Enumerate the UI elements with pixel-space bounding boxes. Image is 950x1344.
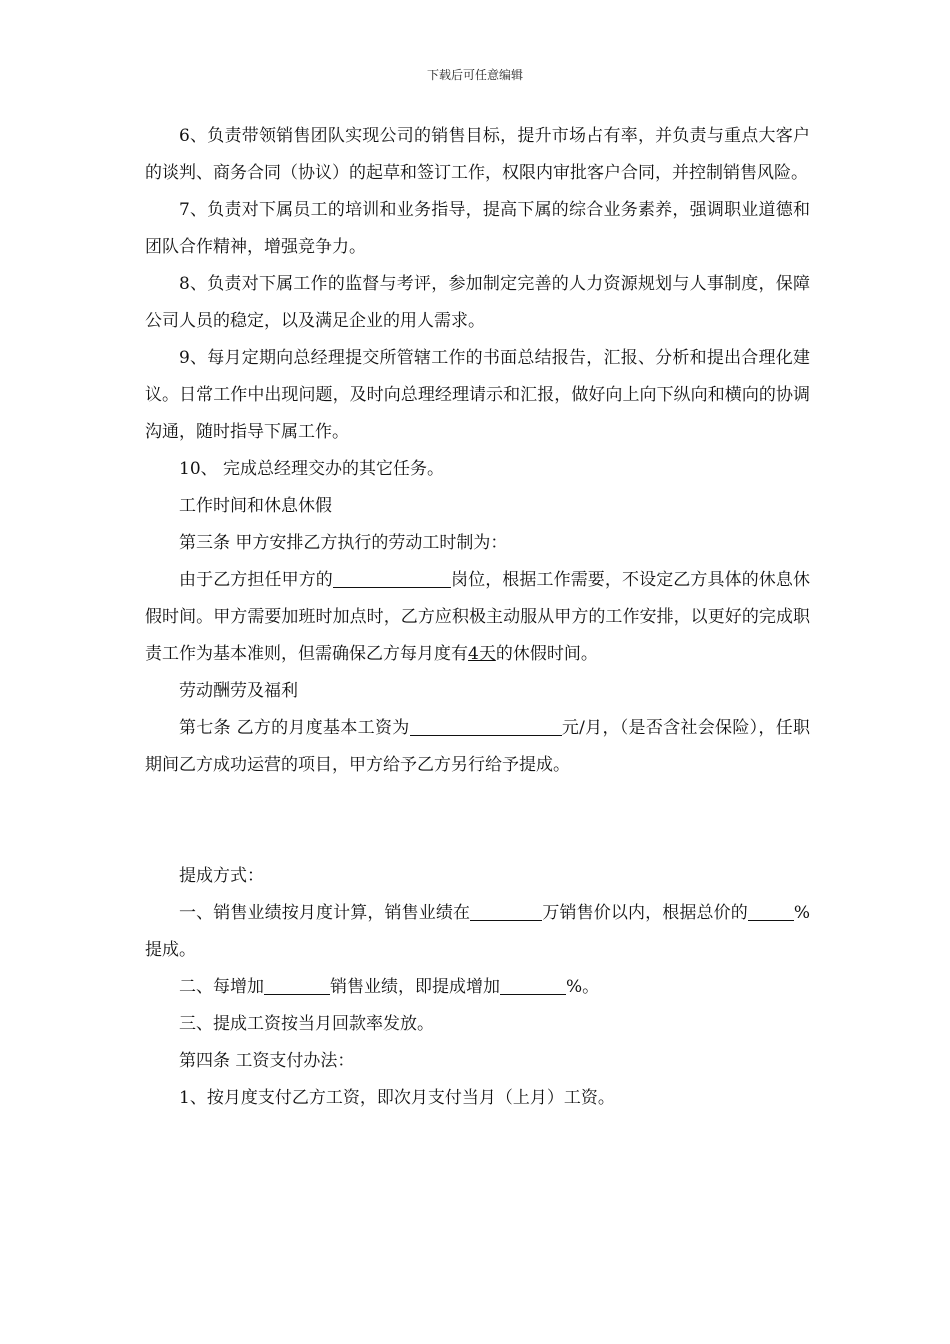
blank-increment-rate-field[interactable]: [500, 976, 566, 995]
blank-sales-threshold-field[interactable]: [470, 902, 542, 921]
blank-commission-rate-field[interactable]: [748, 902, 794, 921]
article-3: 第三条 甲方安排乙方执行的劳动工时制为：: [179, 533, 508, 553]
blank-salary-field[interactable]: [410, 717, 562, 736]
spacer: [145, 784, 810, 858]
paragraph-post-hours: [145, 562, 810, 673]
page-header: 下载后可任意编辑: [426, 68, 523, 82]
paragraph-duty-10: 10、 完成总经理交办的其它任务。: [179, 459, 445, 479]
paragraph-duty-6: 6、负责带领销售团队实现公司的销售目标，提升市场占有率，并负责与重点大客户的谈判、商务合同（协议）的起草和签订工作，权限内审批客户合同，并控制销售风险。: [145, 126, 810, 183]
text-segment: %提成。: [145, 903, 811, 960]
text-segment: 由于乙方担任甲方的: [179, 570, 333, 590]
article-7-salary: [145, 710, 810, 784]
paragraph-duty-8: 8、负责对下属工作的监督与考评，参加制定完善的人力资源规划与人事制度，保障公司人员的稳定，以及满足企业的用人需求。: [145, 274, 810, 331]
blank-increment-field[interactable]: [264, 976, 330, 995]
section-heading-salary: 劳动酬劳及福利: [179, 681, 298, 701]
text-segment: %。: [566, 977, 600, 997]
article-4: 第四条 工资支付办法：: [179, 1051, 355, 1071]
payment-item-1: 1、按月度支付乙方工资，即次月支付当月（上月）工资。: [179, 1088, 615, 1108]
commission-item-3: 三、提成工资按当月回款率发放。: [179, 1014, 434, 1034]
paragraph-duty-7: 7、负责对下属员工的培训和业务指导，提高下属的综合业务素养，强调职业道德和团队合作精神，增强竞争力。: [145, 200, 810, 257]
paragraph-duty-9: 9、每月定期向总经理提交所管辖工作的书面总结报告，汇报、分析和提出合理化建议。日常工作中出现问题，及时向总理经理请示和汇报，做好向上向下纵向和横向的协调沟通，随时指导下属工作。: [145, 348, 810, 442]
text-segment: 元/月，（是否含社会保险），任职期间乙方成功运营的项目，甲方给予乙方另行给予提成。: [145, 718, 810, 775]
blank-post-field[interactable]: [333, 569, 451, 588]
text-segment: 万销售价以内，根据总价的: [542, 903, 748, 923]
text-segment: 第七条 乙方的月度基本工资为: [179, 718, 410, 738]
text-segment: 一、销售业绩按月度计算，销售业绩在: [179, 903, 471, 923]
text-segment: 销售业绩，即提成增加: [330, 977, 500, 997]
section-heading-work-time: 工作时间和休息休假: [179, 496, 332, 516]
section-heading-commission: 提成方式：: [179, 866, 264, 886]
text-segment: 的休假时间。: [495, 644, 598, 664]
text-segment: 岗位，根据工作需要，不设定乙方具体的休息休假时间。甲方需要加班时加点时，乙方应积极主动服从甲方的工作安排，以更好的完成职责工作为基本准则，但需确保乙方每月度有: [145, 570, 811, 664]
document-body: [145, 118, 810, 1117]
commission-item-1: [145, 895, 810, 969]
text-segment: 二、每增加: [179, 977, 264, 997]
commission-item-2: [145, 969, 810, 1006]
days-off-value: 4天: [468, 644, 496, 664]
